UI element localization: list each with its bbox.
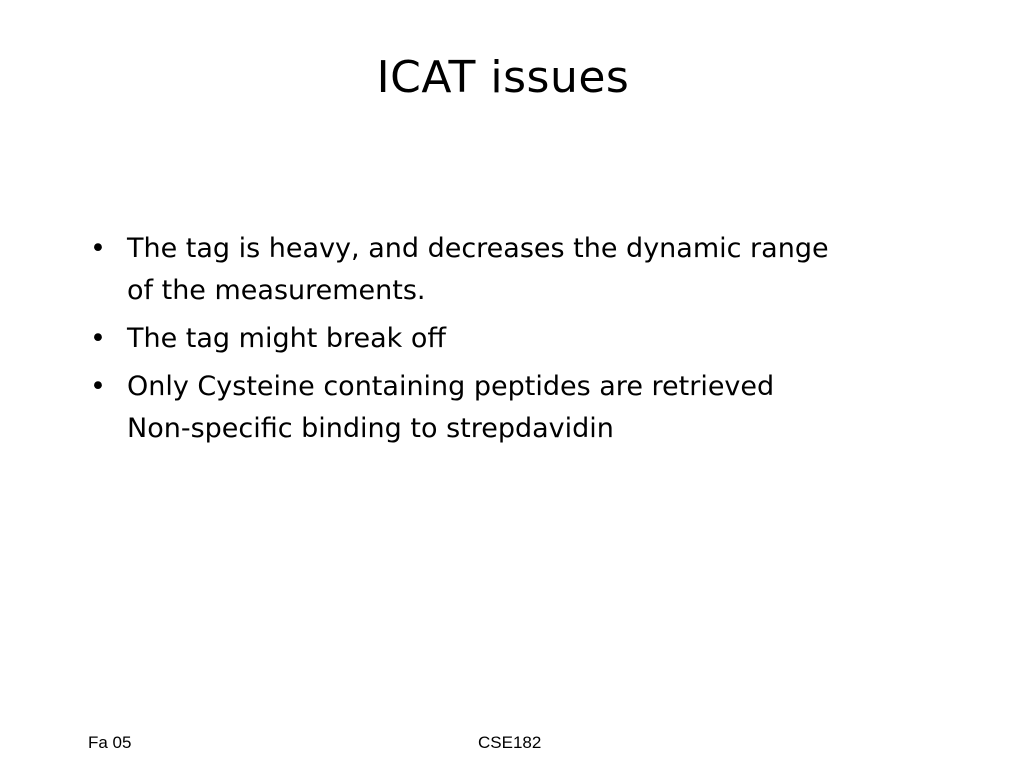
footer-date: Fa 05 <box>88 733 132 752</box>
bullet-line: Non-specific binding to strepdavidin <box>127 413 614 444</box>
bullet-line: The tag is heavy, and decreases the dynamic range <box>127 233 829 264</box>
footer-course: CSE182 <box>478 733 542 752</box>
bullet-item <box>88 318 968 360</box>
bullet-item <box>88 366 968 450</box>
bullet-text <box>127 228 968 312</box>
slide-title: ICAT issues <box>376 52 630 103</box>
bullet-line: The tag might break off <box>127 323 447 354</box>
bullet-list <box>88 228 968 456</box>
bullet-marker: • <box>90 371 106 402</box>
bullet-text <box>127 366 968 450</box>
bullet-item <box>88 228 968 312</box>
bullet-text <box>127 318 968 360</box>
bullet-marker: • <box>90 323 106 354</box>
bullet-line: Only Cysteine containing peptides are retrieved <box>127 371 775 402</box>
bullet-line: of the measurements. <box>127 275 426 306</box>
bullet-marker: • <box>90 233 106 264</box>
